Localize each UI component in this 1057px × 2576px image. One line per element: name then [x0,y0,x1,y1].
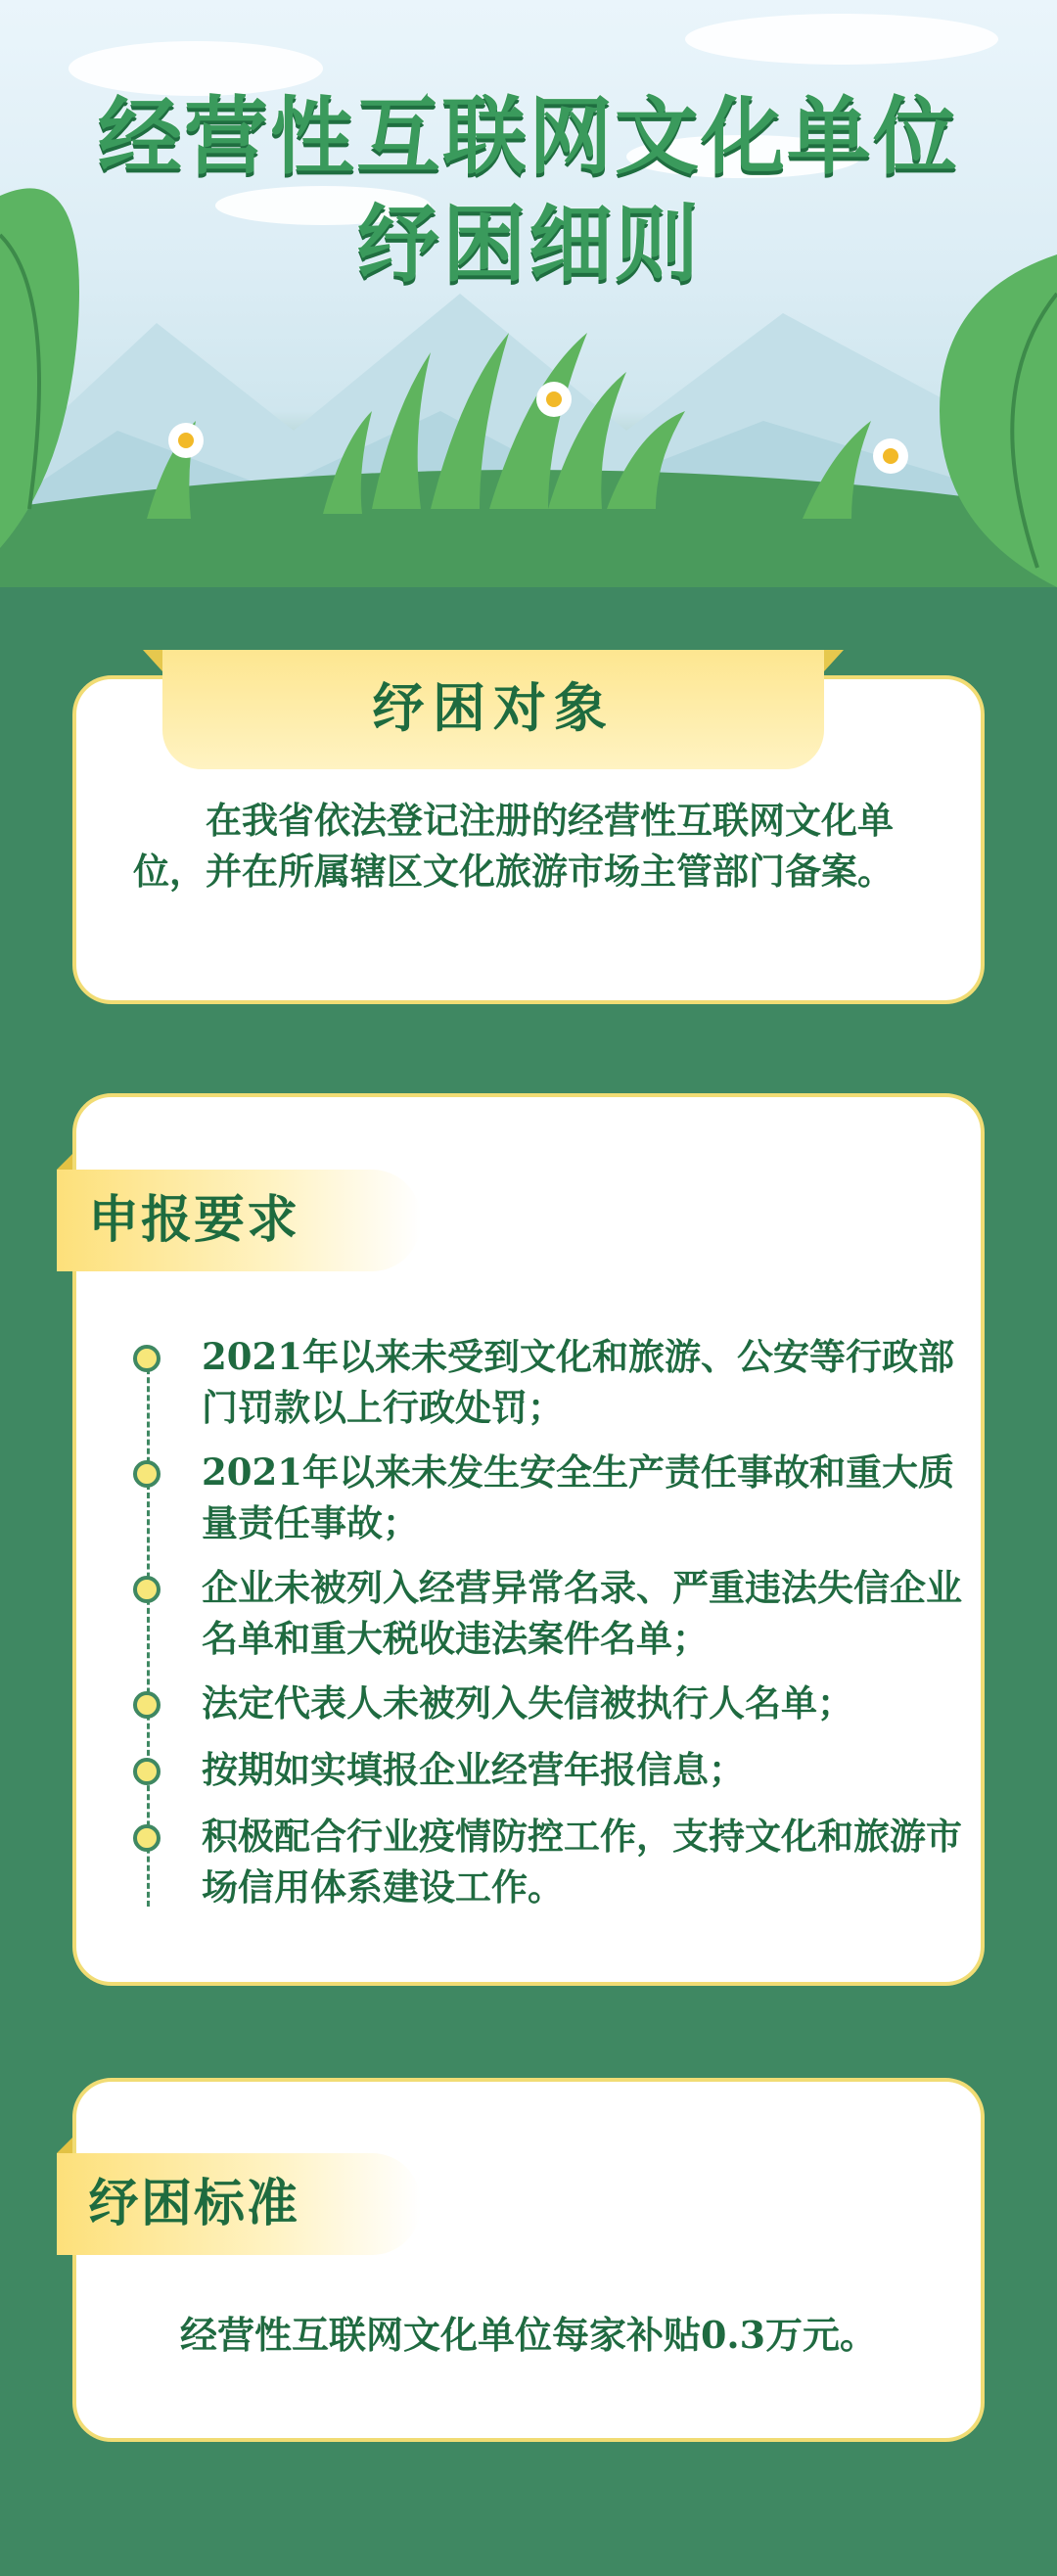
list-item-text: 2021年以来未受到文化和旅游、公安等行政部门罚款以上行政处罚； [202,1335,954,1429]
list-item-text: 按期如实填报企业经营年报信息； [202,1748,745,1791]
section-relief-standard-card [72,2078,985,2442]
list-item-text: 企业未被列入经营异常名录、严重违法失信企业名单和重大税收违法案件名单； [202,1566,962,1660]
requirements-timeline-line [147,1351,150,1907]
bullet-dot-icon [133,1460,161,1488]
header-banner [0,0,1057,587]
bullet-dot-icon [133,1576,161,1603]
section-relief-target-title: 纾困对象 [162,650,824,769]
section-relief-standard-text: 经营性互联网文化单位每家补贴0.3万元。 [179,2313,878,2357]
list-item-text: 积极配合行业疫情防控工作，支持文化和旅游市场信用体系建设工作。 [202,1815,962,1909]
list-item-text: 2021年以来未发生安全生产责任事故和重大质量责任事故； [202,1450,954,1544]
bullet-dot-icon [133,1345,161,1372]
section-relief-target-text: 在我省依法登记注册的经营性互联网文化单位，并在所属辖区文化旅游市场主管部门备案。 [133,799,894,893]
page-title-line2: 纾困细则 [356,196,701,294]
section-requirements-title: 申报要求 [57,1170,421,1271]
bullet-dot-icon [133,1824,161,1852]
bullet-dot-icon [133,1758,161,1785]
bullet-dot-icon [133,1691,161,1719]
section-relief-standard-title: 纾困标准 [57,2153,421,2255]
list-item-text: 法定代表人未被列入失信被执行人名单； [202,1681,853,1725]
page-title-line1: 经营性互联网文化单位 [98,88,959,186]
